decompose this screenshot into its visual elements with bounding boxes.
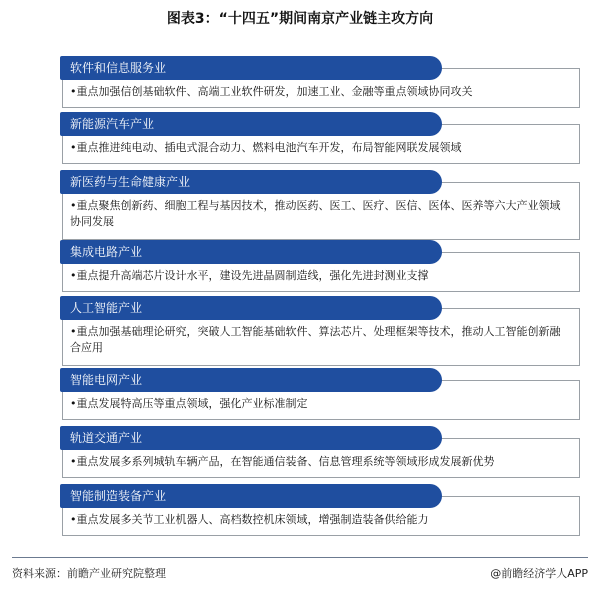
category-label: 集成电路产业 bbox=[60, 240, 442, 264]
footer-divider bbox=[12, 557, 588, 558]
category-label: 软件和信息服务业 bbox=[60, 56, 442, 80]
chart-title: 图表3：“十四五”期间南京产业链主攻方向 bbox=[166, 11, 434, 27]
category-label: 轨道交通产业 bbox=[60, 426, 442, 450]
category-description: •重点加强基础理论研究，突破人工智能基础软件、算法芯片、处理框架等技术，推动人工智能创新融合应用 bbox=[70, 325, 561, 354]
category-description: •重点聚焦创新药、细胞工程与基因技术，推动医药、医工、医疗、医信、医体、医养等六大产业领域协同发展 bbox=[70, 199, 561, 228]
category-label: 人工智能产业 bbox=[60, 296, 442, 320]
category-label: 智能制造装备产业 bbox=[60, 484, 442, 508]
category-label: 智能电网产业 bbox=[60, 368, 442, 392]
category-description: •重点加强信创基础软件、高端工业软件研发，加速工业、金融等重点领域协同攻关 bbox=[70, 85, 473, 98]
brand-note: @前瞻经济学人APP bbox=[490, 567, 588, 580]
category-label: 新医药与生命健康产业 bbox=[60, 170, 442, 194]
category-description: •重点推进纯电动、插电式混合动力、燃料电池汽车开发，布局智能网联发展领域 bbox=[70, 141, 462, 154]
category-label: 新能源汽车产业 bbox=[60, 112, 442, 136]
category-description: •重点发展多系列城轨车辆产品，在智能通信装备、信息管理系统等领域形成发展新优势 bbox=[70, 455, 495, 468]
category-description: •重点发展特高压等重点领域，强化产业标准制定 bbox=[70, 397, 308, 410]
source-note: 资料来源：前瞻产业研究院整理 bbox=[12, 567, 166, 580]
category-description: •重点发展多关节工业机器人、高档数控机床领域，增强制造装备供给能力 bbox=[70, 513, 429, 526]
category-description: •重点提升高端芯片设计水平，建设先进晶圆制造线，强化先进封测业支撑 bbox=[70, 269, 429, 282]
